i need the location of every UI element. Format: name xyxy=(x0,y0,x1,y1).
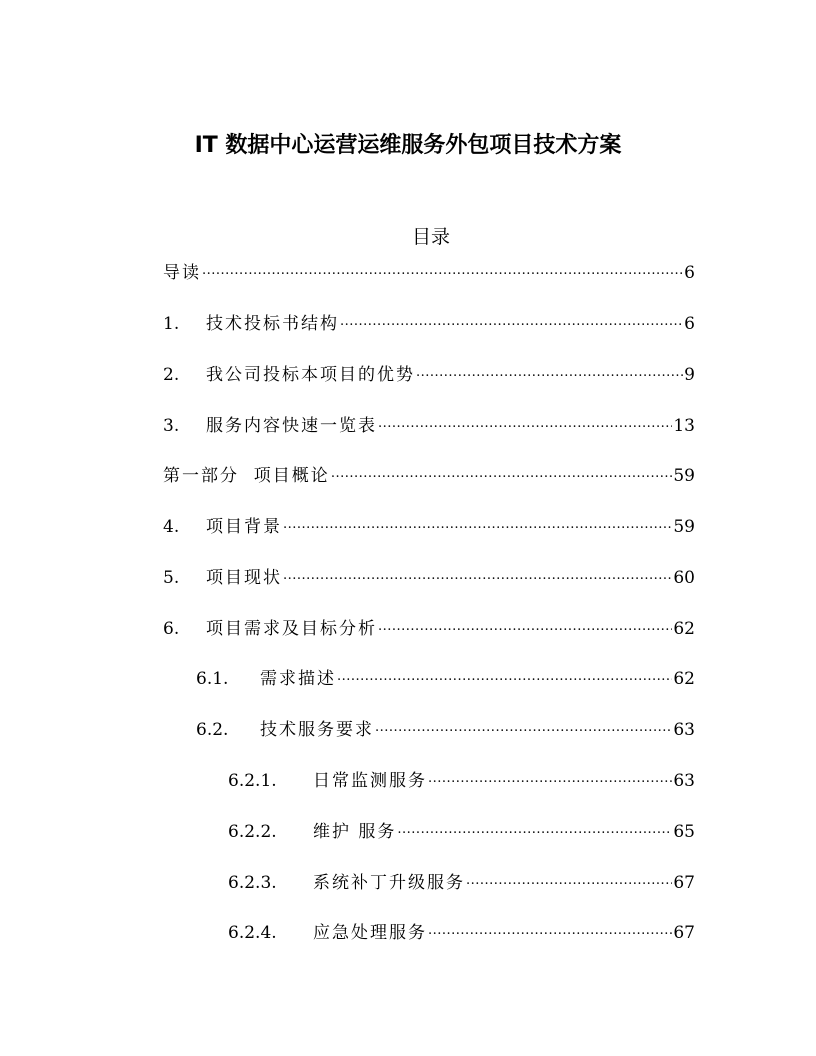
toc-entry-label: 项目背景 xyxy=(206,517,282,537)
toc-entry-number: 6.2.2. xyxy=(228,822,277,842)
toc-entry-number: 6. xyxy=(163,619,180,639)
toc-entry[interactable] xyxy=(163,512,695,540)
toc-entry-page: 6 xyxy=(684,314,695,334)
dot-leader xyxy=(416,363,683,380)
toc-entry-page: 59 xyxy=(673,517,695,537)
toc-entry[interactable] xyxy=(163,309,695,337)
toc-entry[interactable] xyxy=(228,766,695,794)
toc-entry-page: 60 xyxy=(673,568,695,588)
toc-entry-label: 项目需求及目标分析 xyxy=(206,619,377,639)
toc-entry-label: 维护 服务 xyxy=(313,822,397,842)
toc-entry-label: 项目现状 xyxy=(206,568,282,588)
toc-entry-label: 应急处理服务 xyxy=(313,923,427,943)
toc-entry[interactable] xyxy=(163,461,695,489)
toc-entry-page: 67 xyxy=(673,873,695,893)
toc-entry-label: 技术服务要求 xyxy=(260,720,374,740)
dot-leader xyxy=(340,312,683,329)
toc-entry-number: 3. xyxy=(163,416,180,436)
dot-leader xyxy=(466,871,672,888)
dot-leader xyxy=(337,667,672,684)
toc-entry-page: 9 xyxy=(684,365,695,385)
toc-entry-page: 65 xyxy=(673,822,695,842)
toc-entry[interactable] xyxy=(228,918,695,946)
dot-leader xyxy=(428,769,672,786)
toc-entry-label: 第一部分 项目概论 xyxy=(163,466,330,486)
dot-leader xyxy=(283,566,672,583)
toc-entry[interactable] xyxy=(163,614,695,642)
toc-entry-page: 59 xyxy=(673,466,695,486)
dot-leader xyxy=(428,921,672,938)
toc-entry-label: 需求描述 xyxy=(260,669,336,689)
toc-entry-label: 技术投标书结构 xyxy=(206,314,339,334)
toc-entry-page: 62 xyxy=(673,669,695,689)
toc-entry-label: 日常监测服务 xyxy=(313,771,427,791)
dot-leader xyxy=(375,718,672,735)
toc-entry-number: 4. xyxy=(163,517,180,537)
dot-leader xyxy=(397,820,672,837)
toc-entry-page: 62 xyxy=(673,619,695,639)
toc-entry[interactable] xyxy=(163,563,695,591)
toc-entry-number: 6.2. xyxy=(196,720,229,740)
dot-leader xyxy=(331,464,673,481)
toc-entry-label: 我公司投标本项目的优势 xyxy=(206,365,415,385)
toc-entry-page: 67 xyxy=(673,923,695,943)
dot-leader xyxy=(202,261,683,278)
dot-leader xyxy=(378,617,672,634)
toc-entry-label: 导读 xyxy=(163,263,201,283)
toc-entry[interactable] xyxy=(196,715,695,743)
toc-entry-page: 63 xyxy=(673,771,695,791)
toc-heading: 目录 xyxy=(411,226,450,248)
toc-entry[interactable] xyxy=(163,258,695,286)
toc-entry-number: 6.1. xyxy=(196,669,229,689)
toc-entry-label: 系统补丁升级服务 xyxy=(313,873,465,893)
dot-leader xyxy=(283,515,672,532)
toc-entry-number: 5. xyxy=(163,568,180,588)
toc-entry-number: 1. xyxy=(163,314,180,334)
toc-entry[interactable] xyxy=(228,817,695,845)
toc-entry[interactable] xyxy=(196,664,695,692)
toc-entry-page: 13 xyxy=(673,416,695,436)
toc-entry-page: 63 xyxy=(673,720,695,740)
toc-entry-number: 6.2.3. xyxy=(228,873,277,893)
document-title: IT 数据中心运营运维服务外包项目技术方案 xyxy=(194,133,622,158)
toc-entry-number: 2. xyxy=(163,365,180,385)
dot-leader xyxy=(378,414,672,431)
toc-entry-number: 6.2.1. xyxy=(228,771,277,791)
toc-entry-number: 6.2.4. xyxy=(228,923,277,943)
toc-entry-page: 6 xyxy=(684,263,695,283)
toc-entry[interactable] xyxy=(228,868,695,896)
toc-entry[interactable] xyxy=(163,411,695,439)
toc-entry-label: 服务内容快速一览表 xyxy=(206,416,377,436)
toc-entry[interactable] xyxy=(163,360,695,388)
